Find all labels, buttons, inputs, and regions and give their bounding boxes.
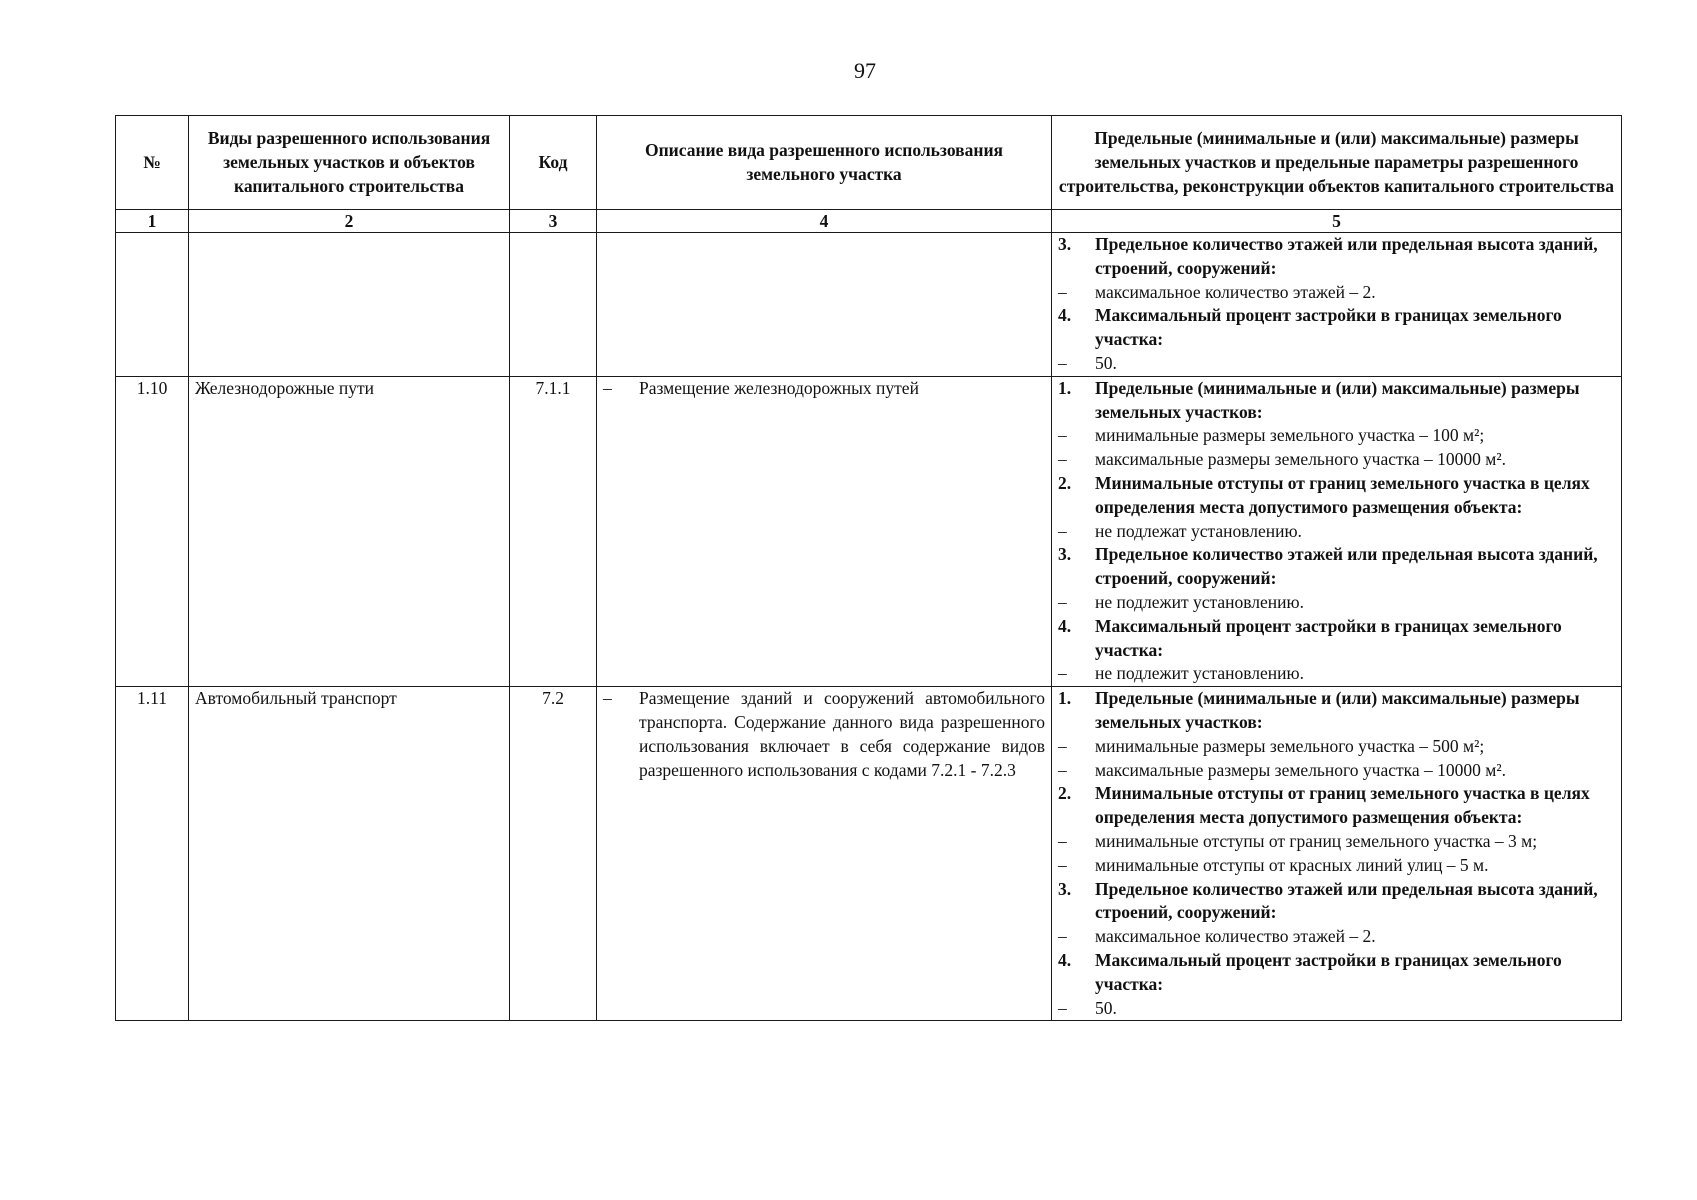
parameter-dash: – — [1058, 425, 1067, 446]
header-parameters: Предельные (минимальные и (или) максимальные) размеры земельных участков и предельные параметры разрешенного строительства, реконструкции объектов капитального строительства — [1052, 116, 1622, 210]
column-number-row — [116, 210, 1622, 233]
parameter-text: 50. — [1095, 997, 1117, 1018]
parameter-text: Минимальные отступы от границ земельного участка в целях определения места допустимого размещения объекта: — [1095, 472, 1590, 517]
parameter-value — [1058, 925, 1615, 949]
description-text: Размещение железнодорожных путей — [639, 377, 919, 398]
row-number: 1.11 — [116, 687, 189, 1021]
parameter-number: 1. — [1058, 377, 1072, 398]
parameter-text: максимальное количество этажей – 2. — [1095, 281, 1376, 302]
parameter-value — [1058, 520, 1615, 544]
parameter-dash: – — [1058, 449, 1067, 470]
parameter-dash: – — [1058, 997, 1067, 1018]
parameter-dash: – — [1058, 735, 1067, 756]
use-description — [597, 233, 1052, 377]
parameter-heading — [1058, 472, 1615, 520]
parameter-number: 4. — [1058, 305, 1072, 326]
header-row — [116, 116, 1622, 210]
use-parameters — [1052, 687, 1622, 1021]
table-row — [116, 233, 1622, 377]
parameter-number: 3. — [1058, 544, 1072, 565]
parameter-number: 3. — [1058, 234, 1072, 254]
use-type-name: Железнодорожные пути — [189, 376, 510, 686]
table-row — [116, 687, 1622, 1021]
use-type-code: 7.1.1 — [510, 376, 597, 686]
parameter-text: минимальные размеры земельного участка – 100 м²; — [1095, 425, 1485, 446]
parameter-heading — [1058, 782, 1615, 830]
parameter-heading — [1058, 878, 1615, 926]
table-body — [116, 233, 1622, 1021]
column-number: 2 — [189, 210, 510, 233]
parameter-text: Максимальный процент застройки в границах земельного участка: — [1095, 615, 1562, 660]
parameter-heading — [1058, 687, 1615, 735]
parameter-value — [1058, 830, 1615, 854]
parameter-heading — [1058, 543, 1615, 591]
header-use-types: Виды разрешенного использования земельных участков и объектов капитального строительства — [189, 116, 510, 210]
parameter-text: минимальные отступы от красных линий улиц – 5 м. — [1095, 854, 1489, 875]
header-code: Код — [510, 116, 597, 210]
parameter-value — [1058, 662, 1615, 686]
column-number: 3 — [510, 210, 597, 233]
table-row — [116, 376, 1622, 686]
parameter-value — [1058, 854, 1615, 878]
parameter-text: Предельные (минимальные и (или) максимальные) размеры земельных участков: — [1095, 377, 1580, 422]
parameter-text: не подлежит установлению. — [1095, 591, 1304, 612]
parameter-heading — [1058, 304, 1615, 352]
parameter-text: минимальные отступы от границ земельного участка – 3 м; — [1095, 830, 1538, 851]
column-number: 1 — [116, 210, 189, 233]
parameter-number: 4. — [1058, 949, 1072, 970]
land-use-table — [115, 115, 1622, 1021]
parameter-value — [1058, 997, 1615, 1021]
description-line — [603, 377, 1045, 401]
use-type-code: 7.2 — [510, 687, 597, 1021]
parameter-text: Максимальный процент застройки в границах земельного участка: — [1095, 949, 1562, 994]
parameter-heading — [1058, 949, 1615, 997]
parameter-text: максимальное количество этажей – 2. — [1095, 926, 1376, 947]
parameter-heading — [1058, 377, 1615, 425]
row-number: 1.10 — [116, 376, 189, 686]
parameter-value — [1058, 448, 1615, 472]
parameter-dash: – — [1058, 759, 1067, 780]
parameter-dash: – — [1058, 830, 1067, 851]
parameter-value — [1058, 759, 1615, 783]
parameter-text: не подлежит установлению. — [1095, 663, 1304, 684]
parameter-value — [1058, 352, 1615, 376]
parameter-text: 50. — [1095, 352, 1117, 373]
parameter-text: Предельные (минимальные и (или) максимальные) размеры земельных участков: — [1095, 688, 1580, 732]
use-parameters — [1052, 376, 1622, 686]
page-number: 97 — [854, 58, 876, 83]
use-parameters — [1052, 233, 1622, 377]
parameter-dash: – — [1058, 591, 1067, 612]
parameter-dash: – — [1058, 281, 1067, 302]
parameter-text: Предельное количество этажей или предельная высота зданий, строений, сооружений: — [1095, 234, 1598, 278]
use-description — [597, 376, 1052, 686]
parameter-number: 2. — [1058, 472, 1072, 493]
parameter-text: Предельное количество этажей или предельная высота зданий, строений, сооружений: — [1095, 544, 1598, 589]
parameter-text: Максимальный процент застройки в границах земельного участка: — [1095, 305, 1562, 350]
parameter-text: не подлежат установлению. — [1095, 520, 1302, 541]
parameter-value — [1058, 424, 1615, 448]
description-text: Размещение зданий и сооружений автомобильного транспорта. Содержание данного вида разрешенного использования включает в себя содержание видов разрешенного использования с кодами 7.2.1 - 7.2.3 — [639, 688, 1045, 780]
parameter-dash: – — [1058, 663, 1067, 684]
description-dash: – — [603, 377, 612, 398]
parameter-text: максимальные размеры земельного участка – 10000 м². — [1095, 759, 1506, 780]
parameter-value — [1058, 281, 1615, 305]
use-type-code — [510, 233, 597, 377]
parameter-number: 3. — [1058, 878, 1072, 899]
parameter-number: 2. — [1058, 783, 1072, 804]
parameter-text: Предельное количество этажей или предельная высота зданий, строений, сооружений: — [1095, 878, 1598, 923]
description-line — [603, 687, 1045, 782]
parameter-text: Минимальные отступы от границ земельного участка в целях определения места допустимого размещения объекта: — [1095, 783, 1590, 828]
parameter-value — [1058, 591, 1615, 615]
parameter-value — [1058, 735, 1615, 759]
parameter-dash: – — [1058, 520, 1067, 541]
parameter-number: 4. — [1058, 615, 1072, 636]
use-description — [597, 687, 1052, 1021]
row-number — [116, 233, 189, 377]
parameter-number: 1. — [1058, 688, 1072, 709]
parameter-dash: – — [1058, 854, 1067, 875]
header-number: № — [116, 116, 189, 210]
column-number: 4 — [597, 210, 1052, 233]
parameter-dash: – — [1058, 352, 1067, 373]
use-type-name: Автомобильный транспорт — [189, 687, 510, 1021]
parameter-text: минимальные размеры земельного участка – 500 м²; — [1095, 735, 1485, 756]
parameter-dash: – — [1058, 926, 1067, 947]
parameter-heading — [1058, 615, 1615, 663]
description-dash: – — [603, 688, 612, 709]
header-description: Описание вида разрешенного использования земельного участка — [597, 116, 1052, 210]
use-type-name — [189, 233, 510, 377]
parameter-text: максимальные размеры земельного участка – 10000 м². — [1095, 449, 1506, 470]
column-number: 5 — [1052, 210, 1622, 233]
parameter-heading — [1058, 233, 1615, 281]
